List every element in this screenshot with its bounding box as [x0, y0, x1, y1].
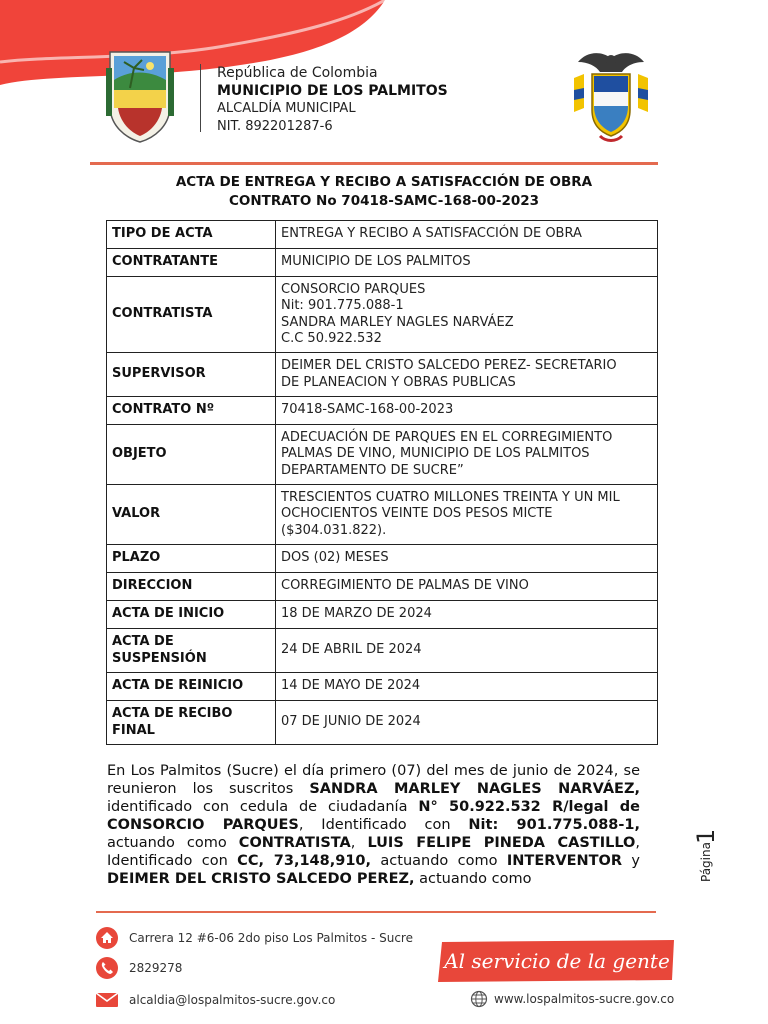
- table-row-key: [107, 545, 276, 573]
- footer-website[interactable]: www.lospalmitos-sucre.gov.co: [494, 992, 675, 1006]
- table-row-value-line: OCHOCIENTOS VEINTE DOS PESOS MICTE: [281, 506, 553, 522]
- para-bold-8: DEIMER DEL CRISTO SALCEDO PEREZ,: [107, 871, 415, 887]
- table-row-value-line: 07 DE JUNIO DE 2024: [281, 714, 421, 730]
- table-row-value: [276, 629, 658, 673]
- table-row-key-line: CONTRATISTA: [112, 306, 213, 322]
- table-row: [107, 485, 658, 545]
- table-row-value: [276, 249, 658, 277]
- table-row-value-line: 18 DE MARZO DE 2024: [281, 606, 432, 622]
- slogan-text: Al servicio de la gente: [444, 949, 670, 973]
- table-row-value: [276, 425, 658, 485]
- table-row-key-line: ACTA DE RECIBO: [112, 706, 233, 721]
- table-row-key-line: ACTA DE INICIO: [112, 606, 225, 622]
- page-word: Página: [699, 842, 713, 882]
- table-row-value-line: 14 DE MAYO DE 2024: [281, 678, 421, 694]
- table-row-value-line: 24 DE ABRIL DE 2024: [281, 642, 422, 658]
- para-bold-2: N° 50.922.532 R/legal de CONSORCIO PARQUES: [107, 799, 640, 833]
- table-row-key: [107, 573, 276, 601]
- home-icon: [95, 926, 119, 950]
- slogan-banner: [438, 940, 676, 982]
- header-vertical-divider: [200, 64, 201, 132]
- para-text-7: actuando como: [371, 853, 507, 869]
- table-row-key-line: VALOR: [112, 506, 161, 522]
- para-text-8: y: [622, 853, 641, 869]
- para-text-3: , Identificado con: [298, 817, 469, 833]
- table-row-value: [276, 397, 658, 425]
- table-row: [107, 545, 658, 573]
- globe-icon: [470, 990, 488, 1008]
- page-number: 1: [692, 828, 720, 844]
- document-title-line2: CONTRATO No 70418-SAMC-168-00-2023: [228, 193, 540, 209]
- table-row-key-line: DIRECCION: [112, 578, 193, 594]
- email-icon: [95, 988, 119, 1012]
- table-row: [107, 673, 658, 701]
- table-row-value: [276, 485, 658, 545]
- table-row-key-line: ACTA DE: [112, 634, 174, 649]
- table-row-key: [107, 601, 276, 629]
- document-title-line1: ACTA DE ENTREGA Y RECIBO A SATISFACCIÓN DE OBRA: [175, 174, 593, 190]
- table-row: [107, 601, 658, 629]
- table-row-key: [107, 353, 276, 397]
- para-bold-1: SANDRA MARLEY NAGLES NARVÁEZ,: [309, 781, 640, 797]
- para-text-6: , Identificado con: [107, 835, 640, 869]
- footer-email-row[interactable]: [95, 988, 335, 1012]
- table-row-key: [107, 277, 276, 353]
- municipal-shield-logo: [104, 48, 176, 144]
- table-row: [107, 701, 658, 745]
- municipality-name: MUNICIPIO DE LOS PALMITOS: [217, 83, 448, 99]
- para-bold-5: LUIS FELIPE PINEDA CASTILLO: [367, 835, 636, 851]
- table-row-value-line: 70418-SAMC-168-00-2023: [281, 402, 454, 418]
- table-row: [107, 573, 658, 601]
- table-row-value-line: DE PLANEACION Y OBRAS PUBLICAS: [281, 374, 516, 390]
- para-bold-3: Nit: 901.775.088-1,: [468, 817, 640, 833]
- table-row-key: [107, 701, 276, 745]
- table-row-value: [276, 601, 658, 629]
- footer-address-row: [95, 926, 413, 950]
- para-text-5: ,: [350, 835, 368, 851]
- table-row-value-line: MUNICIPIO DE LOS PALMITOS: [281, 254, 471, 270]
- table-row-value-line: DOS (02) MESES: [281, 550, 389, 566]
- table-row-value-line: SANDRA MARLEY NAGLES NARVÁEZ: [281, 314, 514, 330]
- office-label: ALCALDÍA MUNICIPAL: [217, 101, 356, 116]
- table-row-key: [107, 221, 276, 249]
- colombia-coat-of-arms: [570, 48, 652, 144]
- table-row-value-line: ENTREGA Y RECIBO A SATISFACCIÓN DE OBRA: [281, 226, 582, 242]
- table-row-value: [276, 221, 658, 249]
- table-row-key-line: ACTA DE REINICIO: [112, 678, 244, 694]
- table-row-value-line: DEPARTAMENTO DE SUCRE”: [281, 462, 464, 478]
- table-row-key-line: TIPO DE ACTA: [112, 226, 213, 242]
- para-text-2: identificado con cedula de ciudadanía: [107, 799, 419, 815]
- footer-phone-row: [95, 956, 182, 980]
- table-row-value: [276, 701, 658, 745]
- para-text-1: En Los Palmitos (Sucre) el día primero (07) del mes de junio de 2024, se reunieron los suscritos: [107, 763, 640, 797]
- footer-email[interactable]: alcaldia@lospalmitos-sucre.gov.co: [129, 993, 336, 1007]
- table-row-value: [276, 673, 658, 701]
- table-row-key: [107, 249, 276, 277]
- table-row-value-line: DEIMER DEL CRISTO SALCEDO PEREZ- SECRETARIO: [281, 358, 617, 373]
- footer-website-row[interactable]: [470, 990, 674, 1008]
- para-text-4: actuando como: [107, 835, 239, 851]
- table-row-value-line: ADECUACIÓN DE PARQUES EN EL CORREGIMIENTO: [281, 429, 613, 445]
- table-row: [107, 277, 658, 353]
- acta-details-table: [106, 220, 658, 745]
- table-row: [107, 221, 658, 249]
- table-row-value: [276, 573, 658, 601]
- footer-address: Carrera 12 #6-06 2do piso Los Palmitos - Sucre: [129, 931, 413, 945]
- republic-label: República de Colombia: [217, 65, 378, 81]
- table-row-key: [107, 673, 276, 701]
- footer-phone: 2829278: [129, 961, 183, 975]
- header-rule: [90, 162, 658, 165]
- table-row: [107, 249, 658, 277]
- table-row-value-line: PALMAS DE VINO, MUNICIPIO DE LOS PALMITOS: [281, 446, 590, 462]
- table-row-key-line: PLAZO: [112, 550, 161, 566]
- header-institution-block: [217, 64, 448, 136]
- para-bold-4: CONTRATISTA: [238, 835, 351, 851]
- table-row: [107, 629, 658, 673]
- footer-rule: [96, 911, 656, 913]
- table-row-value-line: ($304.031.822).: [281, 522, 387, 538]
- table-row: [107, 353, 658, 397]
- para-text-9: actuando como: [414, 871, 532, 887]
- table-row-key: [107, 629, 276, 673]
- phone-icon: [95, 956, 119, 980]
- table-row-key-line: OBJETO: [112, 446, 167, 462]
- document-title: [90, 173, 678, 211]
- table-row-value-line: TRESCIENTOS CUATRO MILLONES TREINTA Y UN MIL: [281, 489, 620, 505]
- table-row-value: [276, 277, 658, 353]
- table-row-key-line: CONTRATANTE: [112, 254, 218, 270]
- table-row-value: [276, 545, 658, 573]
- table-row-value-line: CONSORCIO PARQUES: [281, 281, 426, 297]
- table-row-value-line: CORREGIMIENTO DE PALMAS DE VINO: [281, 578, 529, 594]
- para-bold-6: CC, 73,148,910,: [237, 853, 372, 869]
- table-row-key-line: CONTRATO Nº: [112, 402, 215, 418]
- table-row: [107, 397, 658, 425]
- acta-paragraph: [107, 762, 640, 888]
- table-row-key: [107, 425, 276, 485]
- table-row-key: [107, 485, 276, 545]
- nit-label: NIT. 892201287-6: [217, 119, 333, 134]
- table-row-key-line: SUPERVISOR: [112, 366, 206, 382]
- page-number-label: [690, 820, 720, 890]
- table-row-value-line: C.C 50.922.532: [281, 331, 382, 346]
- para-bold-7: INTERVENTOR: [506, 853, 623, 869]
- table-row-value: [276, 353, 658, 397]
- table-row-key-line: SUSPENSIÓN: [112, 650, 207, 666]
- table-row-key-line: FINAL: [112, 722, 155, 738]
- table-row-key: [107, 397, 276, 425]
- table-row-value-line: Nit: 901.775.088-1: [281, 298, 404, 313]
- table-row: [107, 425, 658, 485]
